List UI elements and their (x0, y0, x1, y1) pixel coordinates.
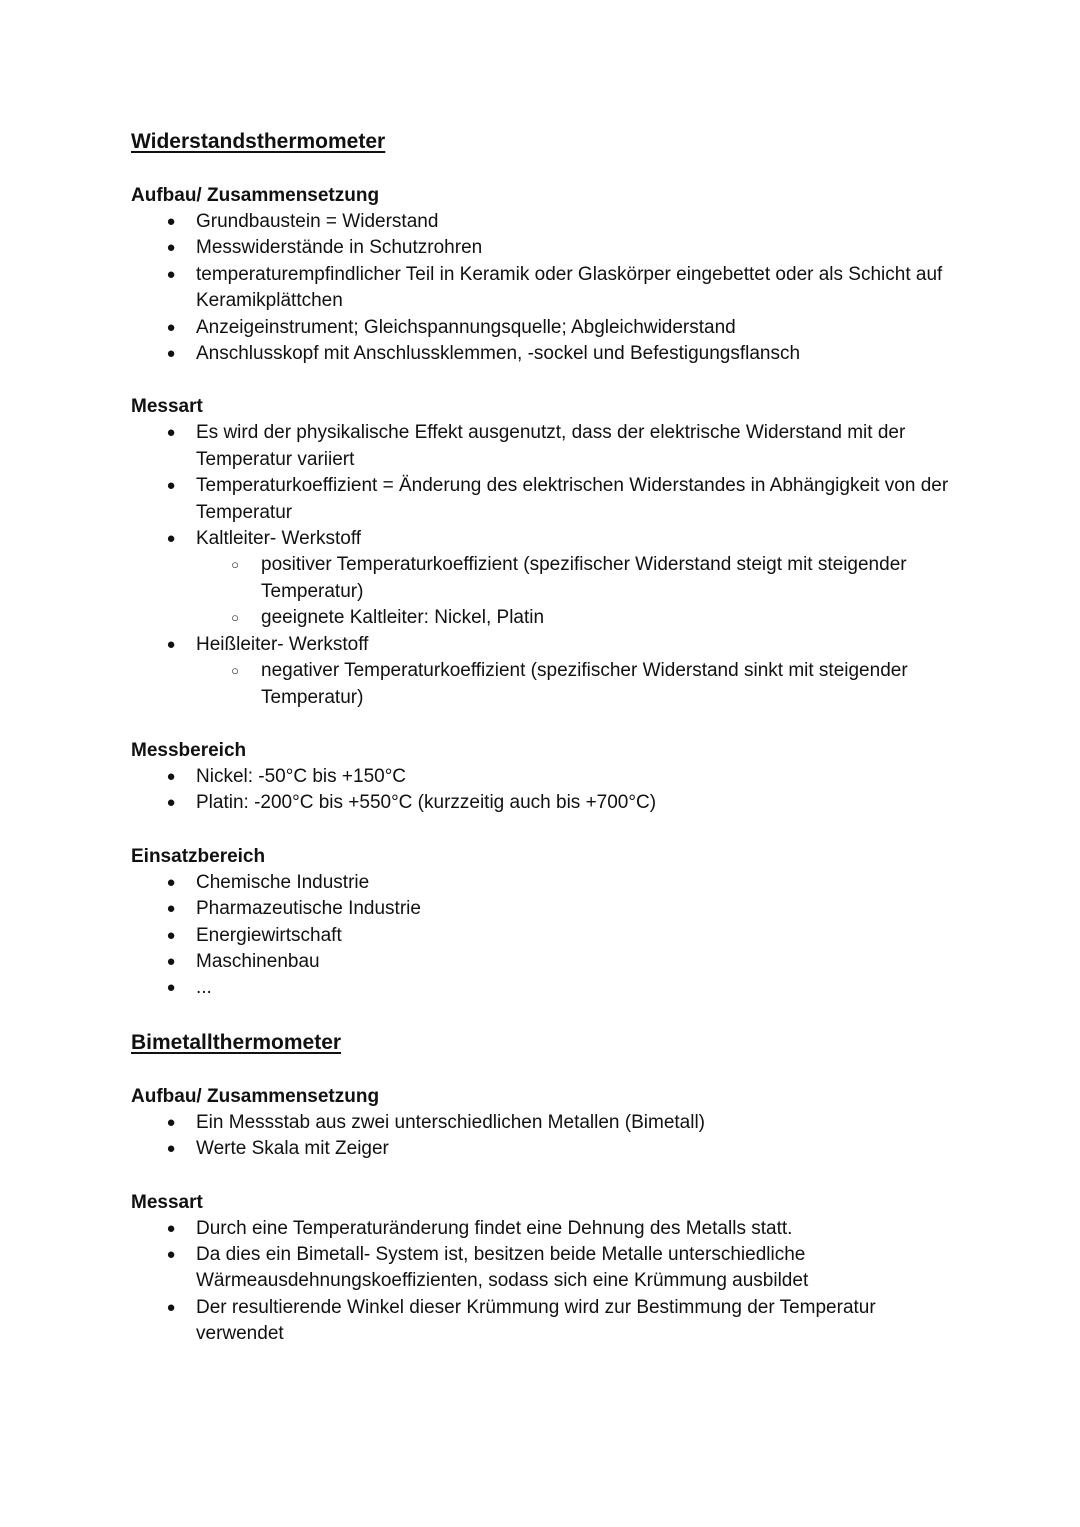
messart-list (131, 420, 961, 710)
heading-aufbau-bimetall: Aufbau/ Zusammensetzung (131, 1085, 380, 1107)
section-title-widerstandsthermometer: Widerstandsthermometer (131, 130, 386, 153)
list-item: ● ... (196, 975, 961, 1001)
list-item: ● Chemische Industrie (196, 870, 961, 896)
hollow-bullet-icon: ○ (231, 610, 239, 626)
list-item: ● Durch eine Temperaturänderung findet eine Dehnung des Metalls statt. (196, 1216, 961, 1242)
sub-list-item: ○ positiver Temperaturkoeffizient (spezifischer Widerstand steigt mit steigender Temperatur) (261, 552, 961, 605)
list-item: ● Nickel: -50°C bis +150°C (196, 764, 961, 790)
bullet-icon: ● (166, 1140, 176, 1158)
list-item: ● Pharmazeutische Industrie (196, 896, 961, 922)
bullet-icon: ● (166, 794, 176, 812)
bullet-icon: ● (166, 345, 176, 363)
heading-einsatzbereich: Einsatzbereich (131, 845, 266, 867)
bullet-icon: ● (166, 424, 176, 442)
heading-messart-bimetall: Messart (131, 1191, 203, 1213)
bullet-icon: ● (166, 979, 176, 997)
heissleiter-sublist (196, 658, 961, 711)
sub-list-item: ○ negativer Temperaturkoeffizient (spezifischer Widerstand sinkt mit steigender Temperatur) (261, 658, 961, 711)
list-item: ● Anzeigeinstrument; Gleichspannungsquelle; Abgleichwiderstand (196, 315, 961, 341)
bullet-icon: ● (166, 900, 176, 918)
list-item: ● Kaltleiter- Werkstoff ○ positiver Temperaturkoeffizient (spezifischer Widerstand steigt mit steigender Temperatur) ○ geeignete Kaltleiter: Nickel, Platin (196, 526, 961, 632)
aufbau-list (131, 209, 961, 367)
bullet-icon: ● (166, 635, 176, 653)
bullet-icon: ● (166, 239, 176, 257)
bullet-icon: ● (166, 530, 176, 548)
messbereich-list (131, 764, 961, 817)
list-item: ● Temperaturkoeffizient = Änderung des elektrischen Widerstandes in Abhängigkeit von der Temperatur (166, 475, 949, 523)
list-item: ● Da dies ein Bimetall- System ist, besitzen beide Metalle unterschiedliche Wärmeausdehnungskoeffizienten, sodass sich eine Krümmung ausbildet (166, 1243, 809, 1292)
bullet-icon: ● (166, 926, 176, 944)
bullet-icon: ● (166, 1298, 176, 1316)
bullet-icon: ● (166, 873, 176, 891)
bullet-icon: ● (166, 265, 176, 283)
bullet-icon: ● (166, 1219, 176, 1237)
bullet-icon: ● (166, 213, 176, 230)
list-item: ● Ein Messstab aus zwei unterschiedlichen Metallen (Bimetall) (196, 1110, 961, 1136)
list-item: ● Heißleiter- Werkstoff ○ negativer Temperaturkoeffizient (spezifischer Widerstand sinkt mit steigender Temperatur) (196, 632, 961, 711)
list-item: ● Energiewirtschaft (196, 923, 961, 949)
hollow-bullet-icon: ○ (231, 557, 239, 573)
bullet-icon: ● (166, 1245, 176, 1263)
heading-aufbau: Aufbau/ Zusammensetzung (131, 185, 380, 206)
list-item: ● Werte Skala mit Zeiger (196, 1136, 961, 1162)
bullet-icon: ● (166, 318, 176, 336)
bullet-icon: ● (166, 477, 176, 495)
hollow-bullet-icon: ○ (231, 663, 239, 679)
list-item: ● Es wird der physikalische Effekt ausgenutzt, dass der elektrische Widerstand mit der Temperatur variiert (166, 422, 906, 470)
aufbau-bimetall-list (131, 1110, 961, 1163)
einsatzbereich-list (131, 870, 961, 1002)
list-item: ● Anschlusskopf mit Anschlussklemmen, -sockel und Befestigungsflansch (196, 341, 961, 367)
kaltleiter-sublist (196, 552, 961, 631)
list-item: ● Grundbaustein = Widerstand (196, 209, 961, 235)
heading-messart: Messart (131, 396, 203, 418)
list-item: ● Maschinenbau (196, 949, 961, 975)
messart-bimetall-list (131, 1216, 961, 1348)
list-item: ● Platin: -200°C bis +550°C (kurzzeitig auch bis +700°C) (196, 790, 961, 816)
document-page (131, 128, 961, 1348)
heading-messbereich: Messbereich (131, 739, 247, 761)
sub-list-item: ○ geeignete Kaltleiter: Nickel, Platin (261, 605, 961, 631)
bullet-icon: ● (166, 767, 176, 785)
bullet-icon: ● (166, 952, 176, 970)
bullet-icon: ● (166, 1113, 176, 1131)
list-item: ● temperaturempfindlicher Teil in Keramik oder Glaskörper eingebettet oder als Schicht auf Keramikplättchen (166, 263, 943, 312)
list-item: ● Der resultierende Winkel dieser Krümmung wird zur Bestimmung der Temperatur verwendet (166, 1296, 876, 1345)
list-item: ● Messwiderstände in Schutzrohren (196, 235, 961, 261)
section-title-bimetallthermometer: Bimetallthermometer (131, 1030, 342, 1054)
